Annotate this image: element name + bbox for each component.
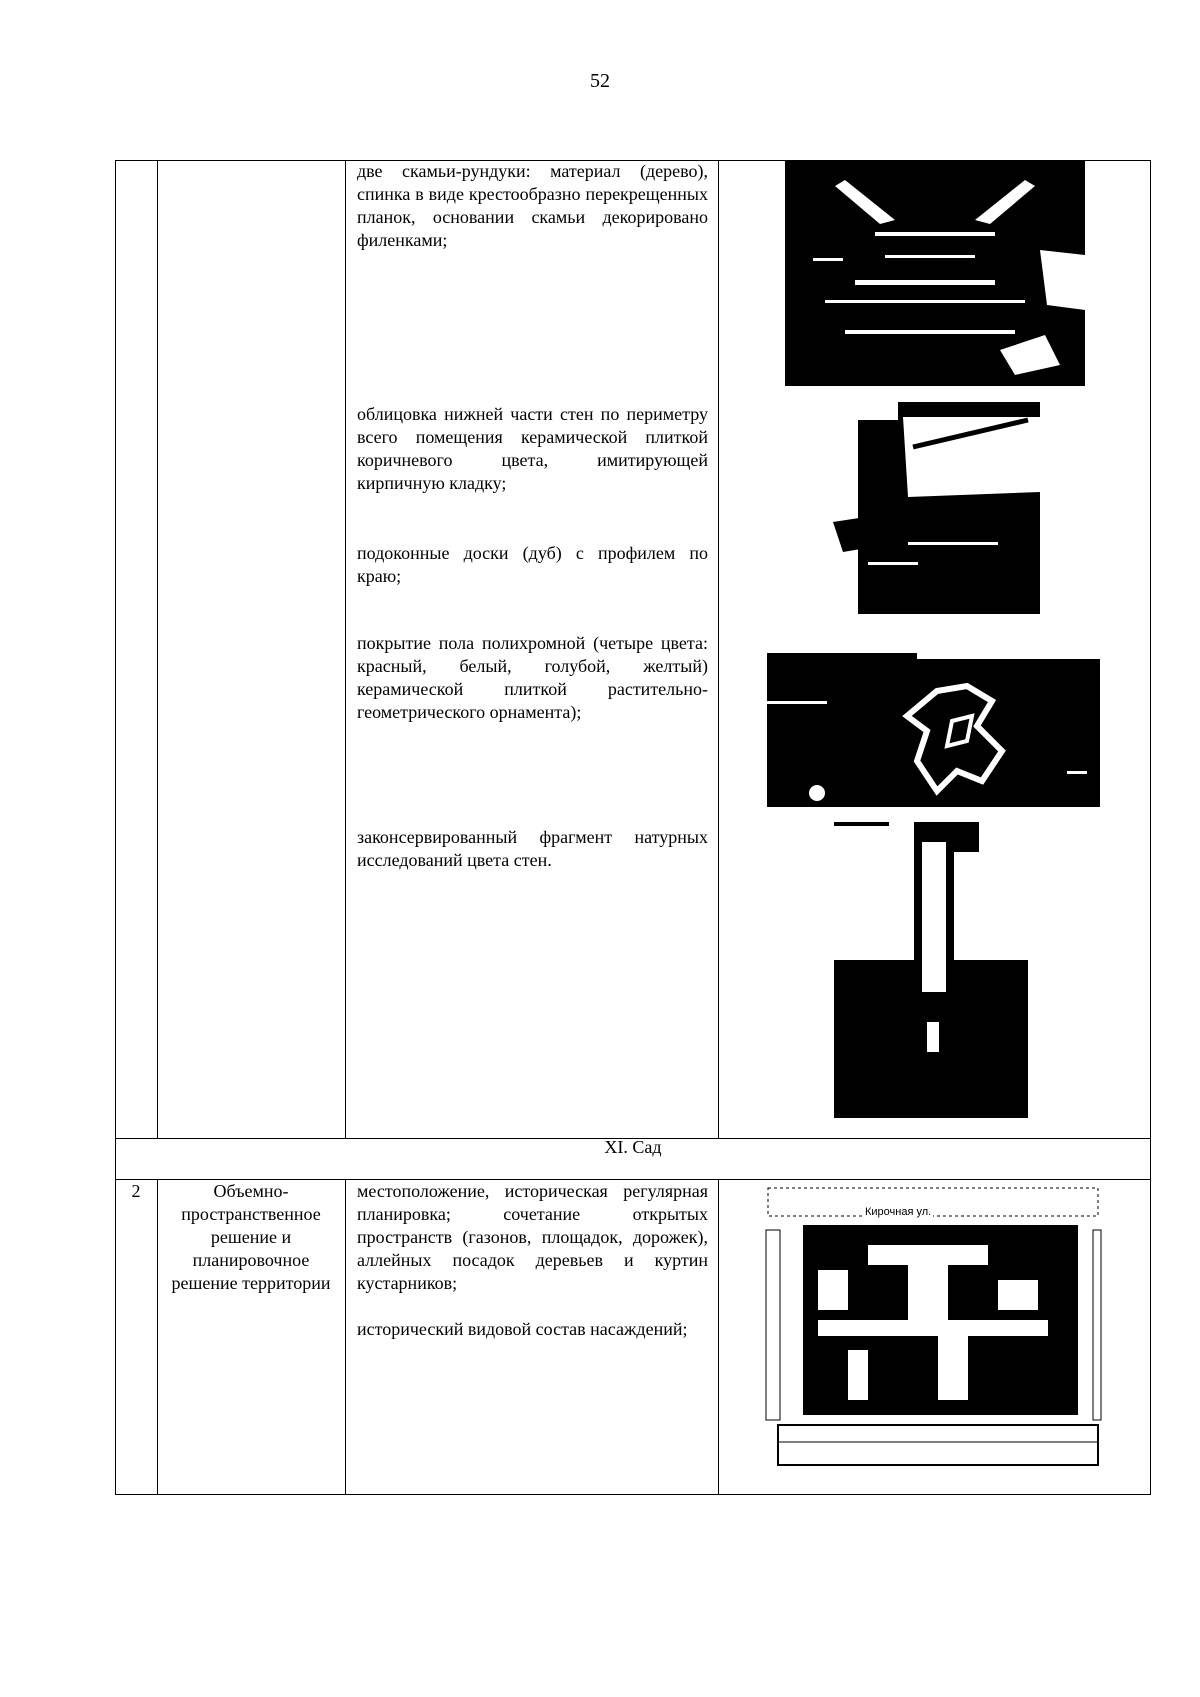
photo-wall-tiles [828, 402, 1040, 614]
row-number: 2 [131, 1181, 141, 1201]
photo-floor-tiles [767, 631, 1100, 807]
row-subject: Объемно-пространственное решение и планировочное решение территории [171, 1181, 331, 1293]
item-location-planning: местоположение, историческая регулярная планировка; сочетание открытых пространств (газонов, площадок, дорожек), аллейных посадок деревьев и куртин кустарников; [357, 1181, 708, 1293]
item-benches: две скамьи-рундуки: материал (дерево), спинка в виде крестообразно перекрещенных планок, основании скамьи декорировано филенками; [357, 161, 708, 250]
col-divider [345, 1179, 346, 1495]
col-divider [718, 1179, 719, 1495]
item-wall-color-fragment: законсервированный фрагмент натурных исследований цвета стен. [357, 827, 708, 870]
plan-street-label: Кирочная ул. [865, 1206, 932, 1218]
section-title: XI. Сад [604, 1137, 662, 1157]
col-divider [718, 160, 719, 1139]
photo-site-plan [758, 1180, 1110, 1476]
item-wall-tiles: облицовка нижней части стен по периметру всего помещения керамической плиткой коричневого цвета, имитирующей кирпичную кладку; [357, 404, 708, 493]
col-divider [157, 1179, 158, 1495]
col-divider [157, 160, 158, 1139]
item-floor-tiles: покрытие пола полихромной (четыре цвета: красный, белый, голубой, желтый) керамической плиткой растительно-геометрического орнамента); [357, 633, 708, 722]
item-window-boards: подоконные доски (дуб) с профилем по краю; [357, 543, 708, 586]
photo-wall-color-fragment [834, 822, 1028, 1118]
col-divider [345, 160, 346, 1139]
photo-benches [785, 160, 1085, 386]
item-plant-species: исторический видовой состав насаждений; [357, 1319, 688, 1339]
page-number: 52 [590, 70, 610, 92]
